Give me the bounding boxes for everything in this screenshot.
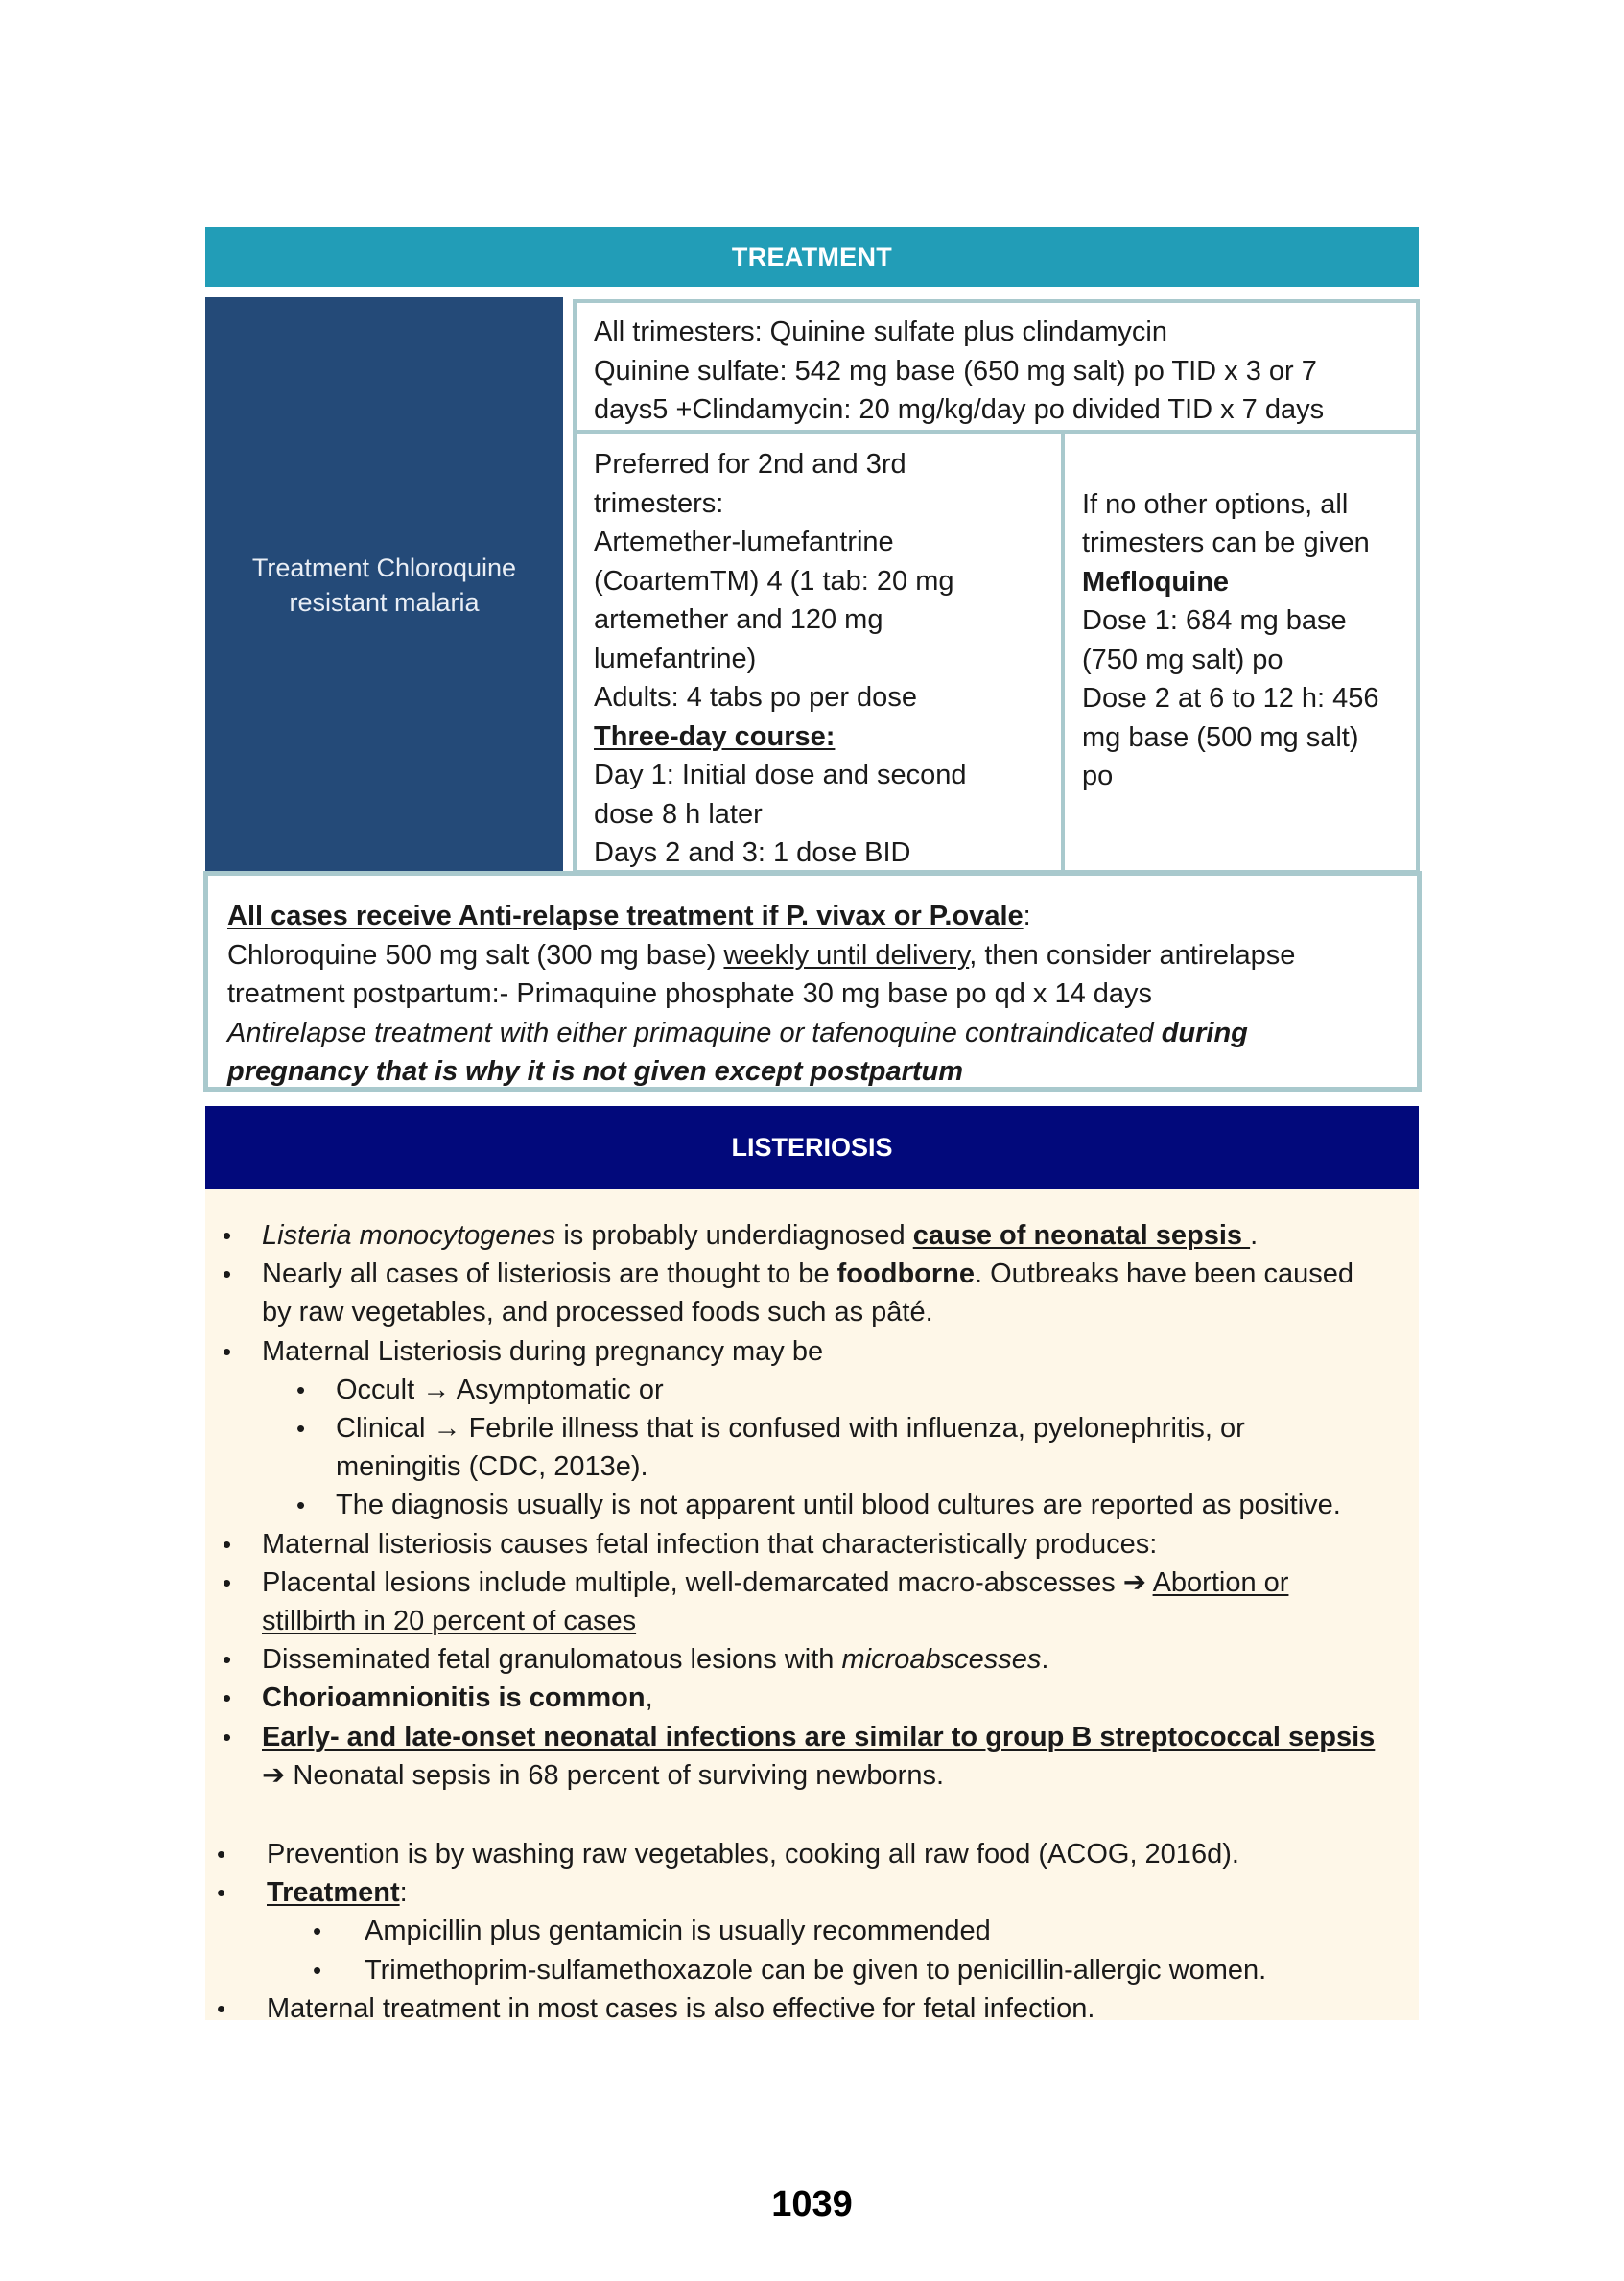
item-text: meningitis (CDC, 2013e). [336,1451,648,1483]
item-text: Trimethoprim-sulfamethoxazole can be given to penicillin-allergic women. [365,1954,1267,1986]
emphasis-text: Chorioamnionitis is common [262,1682,646,1714]
item-text: Maternal Listeriosis during pregnancy may be [262,1335,824,1367]
emphasis-text: stillbirth in 20 percent of cases [262,1606,637,1637]
treatment-header [205,227,1419,287]
list-item [0,1835,1624,1873]
item-text: Placental lesions include multiple, well-demarcated macro-abscesses [262,1566,1123,1598]
list-item [0,1564,1624,1602]
list-item-continuation [0,1756,1624,1795]
item-text: : [399,1877,408,1909]
sub-list-item [0,1912,1624,1950]
emphasis-text: microabscesses [841,1644,1042,1676]
listeriosis-list [0,1216,1624,1795]
item-text: Maternal treatment in most cases is also effective for fetal infection. [267,1992,1095,2024]
list-item [0,1255,1624,1293]
course-heading: Three-day course: [594,720,836,752]
bullet-icon: • [223,1645,232,1675]
item-text: . [1250,1220,1259,1251]
quinine-cell [573,299,1420,434]
treatment-header-title: TREATMENT [731,242,893,271]
sub-list-item [0,1371,1624,1409]
sub-list-item [0,1409,1624,1447]
course-line: dose 8 h later [594,798,763,830]
arrow-right-icon: → [433,1413,461,1445]
primaquine-line: treatment postpartum:- Primaquine phosphate 30 mg base po qd x 14 days [227,978,1153,1009]
artemether-line: Artemether-lumefantrine [594,527,894,557]
artemether-line: trimesters: [594,487,724,519]
item-text: by raw vegetables, and processed foods such as pâté. [262,1297,933,1329]
artemether-cell [573,430,1067,874]
list-item [0,1679,1624,1717]
mefloquine-line: Dose 2 at 6 to 12 h: 456 [1082,683,1379,714]
listeriosis-header [205,1106,1419,1189]
artemether-line: Preferred for 2nd and 3rd [594,449,906,480]
contraindication-bold: during [1161,1017,1248,1048]
mefloquine-line: mg base (500 mg salt) [1082,721,1359,753]
quinine-line: All trimesters: Quinine sulfate plus clindamycin [594,317,1167,347]
bullet-icon: • [223,1336,232,1366]
bullet-icon: • [223,1683,232,1713]
anti-relapse-heading: All cases receive Anti-relapse treatment if P. vivax or P.ovale [227,901,1024,931]
bullet-icon: • [217,1840,226,1869]
item-text: Asymptomatic or [450,1374,664,1405]
sub-list-item-continuation [0,1447,1624,1486]
bullet-icon: • [217,1993,226,2023]
list-item-continuation [0,1602,1624,1640]
contraindication-bold-line: pregnancy that is why it is not given except postpartum [227,1056,964,1087]
item-text: Ampicillin plus gentamicin is usually recommended [365,1916,991,1947]
organism-name: Listeria monocytogenes [262,1220,556,1251]
weekly-until-delivery: weekly until delivery [723,939,970,971]
bullet-icon: • [296,1375,306,1404]
bullet-icon: • [223,1259,232,1289]
bullet-icon: • [313,1955,322,1985]
mefloquine-line: (750 mg salt) po [1082,644,1283,675]
item-text: The diagnosis usually is not apparent until blood cultures are reported as positive. [336,1490,1341,1521]
emphasis-text: Early- and late-onset neonatal infections are similar to group B streptococcal sepsis [262,1721,1376,1752]
anti-relapse-box [203,871,1422,1092]
item-text: Occult [336,1374,423,1405]
item-text: , [645,1682,653,1714]
mefloquine-drug-name: Mefloquine [1082,566,1230,598]
bullet-icon: • [296,1491,306,1520]
artemether-line: artemether and 120 mg [594,604,883,635]
arrow-right-icon: → [422,1374,451,1405]
contraindication-text: Antirelapse treatment with either primaquine or tafenoquine contraindicated [227,1017,1162,1048]
sub-list-item [0,1486,1624,1524]
artemether-line: Adults: 4 tabs po per dose [594,682,917,713]
list-item [0,1640,1624,1679]
page-number: 1039 [771,2184,853,2224]
bullet-icon: • [296,1414,306,1444]
quinine-line: Quinine sulfate: 542 mg base (650 mg salt) po TID x 3 or 7 [594,355,1317,387]
item-text: Nearly all cases of listeriosis are thought to be [262,1258,837,1290]
item-text: Neonatal sepsis in 68 percent of surviving newborns. [285,1759,945,1791]
emphasis-text: foodborne [836,1258,975,1290]
item-text: Maternal listeriosis causes fetal infection that characteristically produces: [262,1528,1158,1560]
list-item [0,1332,1624,1371]
item-text: Febrile illness that is confused with influenza, pyelonephritis, or [460,1413,1245,1445]
list-item [0,1216,1624,1255]
list-item [0,1873,1624,1912]
item-text: is probably underdiagnosed [555,1220,913,1251]
list-item-continuation [0,1293,1624,1331]
side-label-box [205,297,563,872]
heading-colon: : [1023,901,1031,931]
artemether-line: (CoartemTM) 4 (1 tab: 20 mg [594,565,954,597]
bullet-icon: • [223,1722,232,1752]
mefloquine-line: Dose 1: 684 mg base [1082,605,1347,636]
bullet-icon: • [223,1529,232,1559]
course-line: Day 1: Initial dose and second [594,760,967,790]
list-item [0,1718,1624,1756]
bullet-icon: • [223,1221,232,1250]
mefloquine-line: trimesters can be given [1082,528,1370,558]
emphasis-text: cause of neonatal sepsis [912,1220,1251,1251]
course-line: Days 2 and 3: 1 dose BID [594,837,911,868]
item-text: . [1041,1644,1049,1676]
chloroquine-text-end: , then consider antirelapse [969,939,1296,971]
mefloquine-line: po [1082,761,1114,791]
emphasis-text: Abortion or [1152,1566,1289,1598]
emphasis-text: Treatment [267,1877,400,1909]
item-text: Prevention is by washing raw vegetables, cooking all raw food (ACOG, 2016d). [267,1839,1239,1869]
heavy-arrow-icon: ➔ [262,1759,286,1791]
quinine-line: days5 +Clindamycin: 20 mg/kg/day po divided TID x 7 days [594,394,1325,425]
bullet-icon: • [313,1917,322,1946]
item-text: . Outbreaks have been caused [975,1258,1353,1290]
mefloquine-cell [1061,430,1420,874]
list-item [0,1989,1624,2028]
listeriosis-list-2 [0,1835,1624,2028]
chloroquine-text: Chloroquine 500 mg salt (300 mg base) [227,939,724,971]
list-item [0,1525,1624,1564]
item-text: Clinical [336,1413,434,1445]
artemether-line: lumefantrine) [594,643,757,674]
listeriosis-header-title: LISTERIOSIS [731,1133,893,1162]
mefloquine-line: If no other options, all [1082,488,1349,520]
bullet-icon: • [217,1878,226,1908]
bullet-icon: • [223,1567,232,1597]
sub-list-item [0,1951,1624,1989]
heavy-arrow-icon: ➔ [1122,1566,1147,1598]
side-label: Treatment Chloroquine resistant malaria [251,553,517,617]
item-text: Disseminated fetal granulomatous lesions with [262,1644,842,1676]
